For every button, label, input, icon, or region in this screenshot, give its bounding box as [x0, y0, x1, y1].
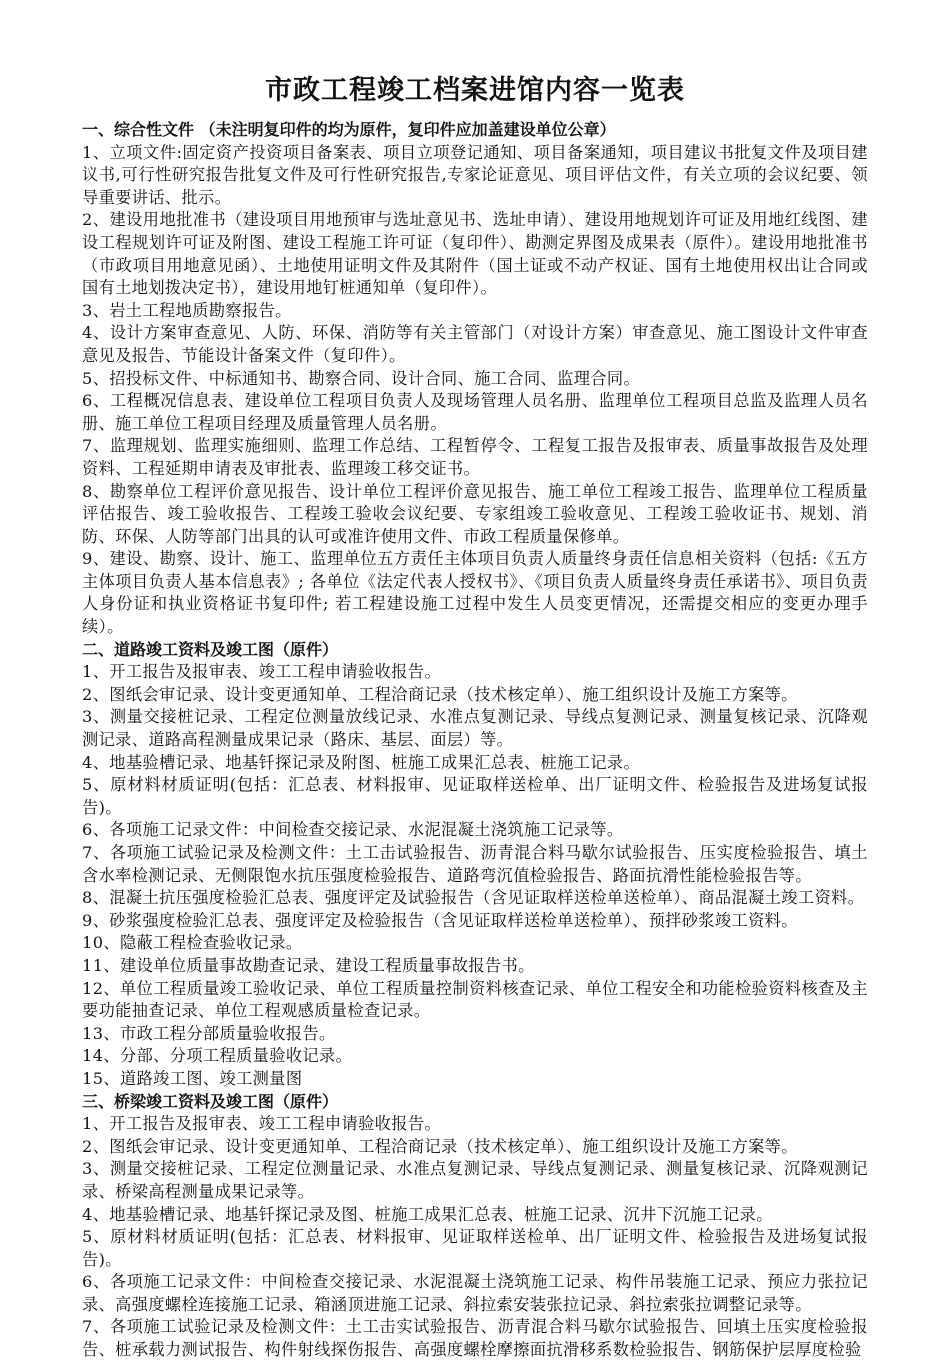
- list-item: 7、各项施工试验记录及检测文件：土工击实试验报告、沥青混合料马歇尔试验报告、回填土压实度检验报告、桩承载力测试报告、构件射线探伤报告、高强度螺栓摩擦面抗滑移系数检验报告、钢筋保护层厚度检验: [82, 1317, 868, 1360]
- list-item: 6、工程概况信息表、建设单位工程项目负责人及现场管理人员名册、监理单位工程项目总监及监理人员名册、施工单位工程项目经理及质量管理人员名册。: [82, 391, 868, 433]
- list-item: 11、建设单位质量事故勘查记录、建设工程质量事故报告书。: [82, 955, 535, 975]
- list-item: 14、分部、分项工程质量验收记录。: [82, 1046, 353, 1066]
- section-heading: 二、道路竣工资料及竣工图（原件）: [82, 639, 339, 659]
- list-item: 5、原材料材质证明(包括：汇总表、材料报审、见证取样送检单、出厂证明文件、检验报告及进场复试报告)。: [82, 775, 868, 817]
- list-item: 5、招投标文件、中标通知书、勘察合同、设计合同、施工合同、监理合同。: [82, 368, 641, 388]
- section-general: [82, 119, 868, 639]
- document-page: [82, 72, 868, 1362]
- list-item: 8、勘察单位工程评价意见报告、设计单位工程评价意见报告、施工单位工程竣工报告、监理单位工程质量评估报告、竣工验收报告、工程竣工验收会议纪要、专家组竣工验收意见、工程竣工验收证书、规划、消防、环保、人防等部门出具的认可或准许使用文件、市政工程质量保修单。: [82, 481, 868, 546]
- list-item: 15、道路竣工图、竣工测量图: [82, 1068, 303, 1088]
- list-item: 4、设计方案审查意见、人防、环保、消防等有关主管部门（对设计方案）审查意见、施工图设计文件审查意见及报告、节能设计备案文件（复印件）。: [82, 323, 868, 365]
- list-item: 3、测量交接桩记录、工程定位测量记录、水准点复测记录、导线点复测记录、测量复核记录、沉降观测记录、桥梁高程测量成果记录等。: [82, 1159, 868, 1201]
- list-item: 4、地基验槽记录、地基钎探记录及附图、桩施工成果汇总表、桩施工记录。: [82, 752, 641, 772]
- list-item: 2、图纸会审记录、设计变更通知单、工程洽商记录（技术核定单）、施工组织设计及施工方案等。: [82, 1136, 798, 1156]
- list-item: 13、市政工程分部质量验收报告。: [82, 1023, 336, 1043]
- list-item: 6、各项施工记录文件：中间检查交接记录、水泥混凝土浇筑施工记录、构件吊装施工记录、预应力张拉记录、高强度螺栓连接施工记录、箱涵顶进施工记录、斜拉索安装张拉记录、斜拉索张拉调整记录等。: [82, 1272, 868, 1314]
- list-item: 2、图纸会审记录、设计变更通知单、工程洽商记录（技术核定单）、施工组织设计及施工方案等。: [82, 684, 798, 704]
- page-title: 市政工程竣工档案进馆内容一览表: [265, 75, 685, 106]
- section-heading: 三、桥梁竣工资料及竣工图（原件）: [82, 1091, 339, 1111]
- list-item: 12、单位工程质量竣工验收记录、单位工程质量控制资料核查记录、单位工程安全和功能检验资料核查及主要功能抽查记录、单位工程观感质量检查记录。: [82, 978, 868, 1021]
- list-item: 8、混凝土抗压强度检验汇总表、强度评定及试验报告（含见证取样送检单送检单）、商品混凝土竣工资料。: [82, 888, 865, 908]
- list-item: 1、开工报告及报审表、竣工工程申请验收报告。: [82, 662, 442, 682]
- section-bridge: [82, 1091, 868, 1362]
- list-item: 1、开工报告及报审表、竣工工程申请验收报告。: [82, 1114, 442, 1134]
- list-item: 1、立项文件:固定资产投资项目备案表、项目立项登记通知、项目备案通知，项目建议书批复文件及项目建议书,可行性研究报告批复文件及可行性研究报告,专家论证意见、项目评估文件，有关立项的会议纪要、领导重要讲话、批示。: [82, 142, 868, 207]
- list-item: 3、岩土工程地质勘察报告。: [82, 300, 292, 320]
- list-item: 9、建设、勘察、设计、施工、监理单位五方责任主体项目负责人质量终身责任信息相关资料（包括:《五方主体项目负责人基本信息表》; 各单位《法定代表人授权书》、《项目负责人质量终身责任承诺书》、项目负责人身份证和执业资格证书复印件; 若工程建设施工过程中发生人员变更情况，还需提交相应的变更办理手续）。: [82, 549, 868, 637]
- list-item: 6、各项施工记录文件：中间检查交接记录、水泥混凝土浇筑施工记录等。: [82, 820, 624, 840]
- list-item: 5、原材料材质证明(包括：汇总表、材料报审、见证取样送检单、出厂证明文件、检验报告及进场复试报告)。: [82, 1227, 868, 1269]
- section-heading: 一、综合性文件 （未注明复印件的均为原件，复印件应加盖建设单位公章）: [82, 120, 616, 139]
- list-item: 2、建设用地批准书（建设项目用地预审与选址意见书、选址申请）、建设用地规划许可证及用地红线图、建设工程规划许可证及附图、建设工程施工许可证（复印件）、勘测定界图及成果表（原件）。建设用地批准书（市政项目用地意见函）、土地使用证明文件及其附件（国土证或不动产权证、国有土地使用权出让合同或国有土地划拨决定书），建设用地钉桩通知单（复印件）。: [82, 210, 868, 298]
- list-item: 3、测量交接桩记录、工程定位测量放线记录、水准点复测记录、导线点复测记录、测量复核记录、沉降观测记录、道路高程测量成果记录（路床、基层、面层）等。: [82, 707, 868, 750]
- list-item: 7、各项施工试验记录及检测文件：土工击试验报告、沥青混合料马歇尔试验报告、压实度检验报告、填土含水率检测记录、无侧限饱水抗压强度检验报告、道路弯沉值检验报告、路面抗滑性能检验报告等。: [82, 843, 868, 885]
- list-item: 4、地基验槽记录、地基钎探记录及图、桩施工成果汇总表、桩施工记录、沉井下沉施工记录。: [82, 1204, 773, 1224]
- list-item: 7、监理规划、监理实施细则、监理工作总结、工程暂停令、工程复工报告及报审表、质量事故报告及处理资料、工程延期申请表及审批表、监理竣工移交证书。: [82, 436, 868, 478]
- list-item: 10、隐蔽工程检查验收记录。: [82, 933, 303, 953]
- section-road: [82, 639, 868, 1091]
- list-item: 9、砂浆强度检验汇总表、强度评定及检验报告（含见证取样送检单送检单）、预拌砂浆竣工资料。: [82, 910, 798, 930]
